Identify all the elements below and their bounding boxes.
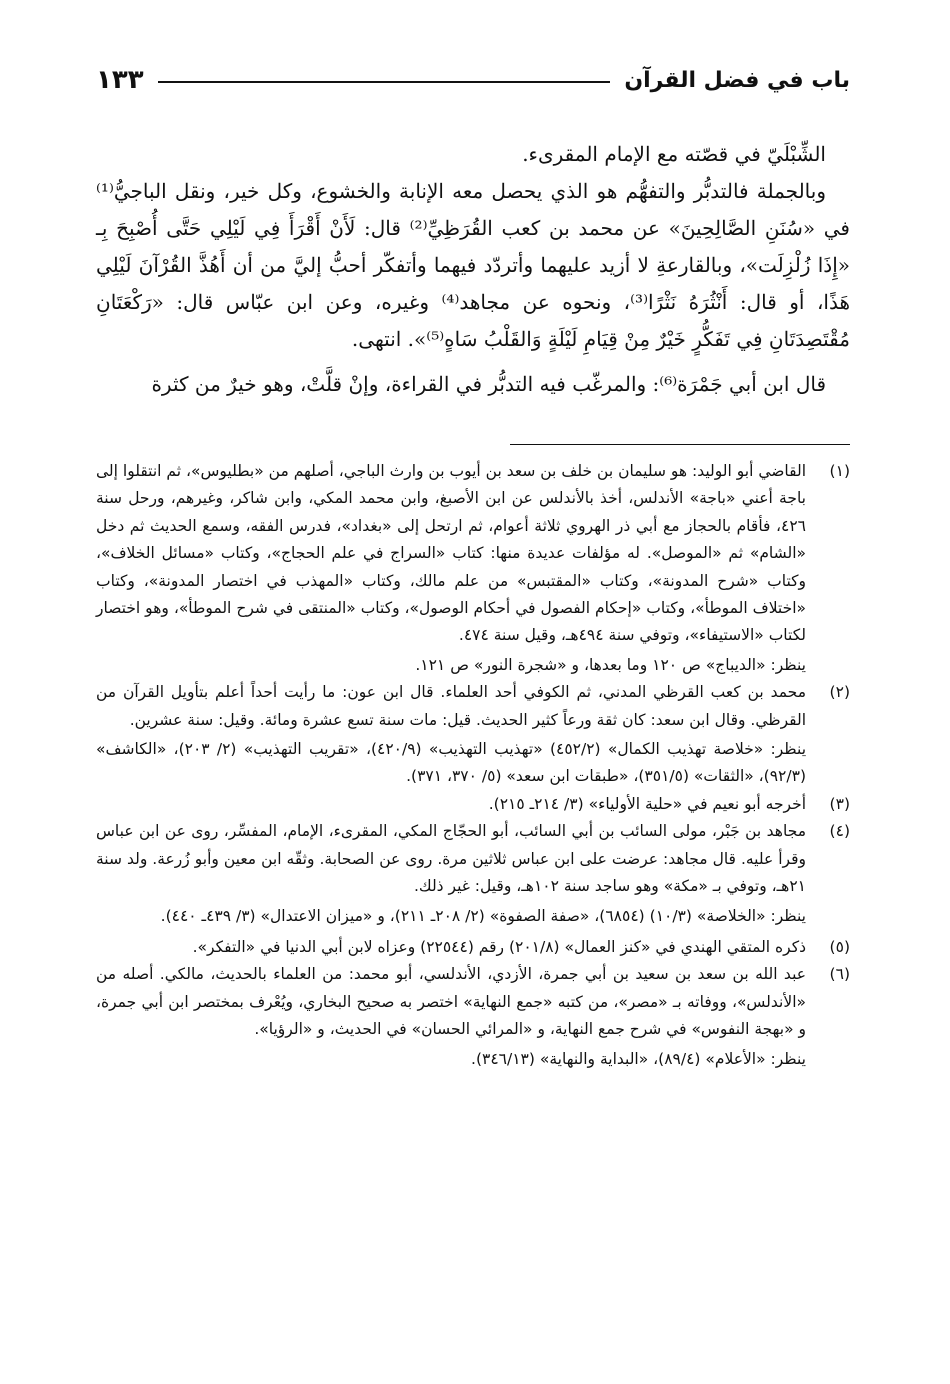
running-title: باب في فضل القرآن: [624, 67, 850, 93]
footnote-number: (٦): [829, 965, 850, 984]
footnote-separator: [510, 444, 850, 445]
running-head: [96, 60, 850, 100]
page-number: ١٣٣: [96, 65, 144, 95]
footnote-number: (١): [829, 462, 850, 480]
main-text: [96, 136, 850, 403]
footnote-text: ذكره المتقي الهندي في «كنز العمال» (٢٠١/٨) رقم (٢٢٥٤٤) وعزاه لابن أبي الدنيا في «التفكر».: [192, 937, 806, 956]
footnote-number: (٣): [829, 794, 850, 813]
footnote-1: [96, 458, 850, 679]
footnote-refs: ينظر: «الديباج» ص ١٢٠ وما بعدها، و «شجرة النور» ص ١٢١.: [415, 655, 806, 674]
footnote-text: أخرجه أبو نعيم في «حلية الأولياء» (٣/ ٢١٤ـ ٢١٥).: [488, 794, 806, 813]
footnotes: [96, 458, 850, 1073]
footnote-number: (٤): [829, 822, 850, 841]
main-paragraph-2: وبالجملة فالتدبُّر والتفهُّم هو الذي يحصل معه الإنابة والخشوع، وكل خير، ونقل الباجيُّ⁽¹⁾ في «سُنَنِ الصَّالِحِينَ» عن محمد بن كعب القُرَظِيِّ⁽²⁾ قال: لَأَنْ أَقْرَأَ فِي لَيْلِي حَتَّى أُصْبِحَ بِـ «إِذَا زُلْزِلَت»، وبالقارعةِ لا أزيد عليهما وأتردّد فيهما وأتفكّر أحبُّ إليَّ من أن أَهُذَّ القُرْآنَ لَيْلِي هَذًا، أو قال: أَنْثُرَهُ نَثْرًا⁽³⁾، ونحوه عن مجاهد⁽⁴⁾ وغيره، وعن ابن عبّاس قال: «رَكْعَتَانِ مُقْتَصِدَتَانِ فِي تَفَكُّرٍ خَيْرٌ مِنْ قِيَامِ لَيْلَةٍ وَالقَلْبُ سَاهٍ⁽⁵⁾». انتهى.: [96, 179, 850, 351]
footnote-5: [96, 934, 850, 961]
footnote-text: القاضي أبو الوليد: هو سليمان بن خلف بن سعد بن أيوب بن وارث الباجي، أصلهم من «بطليوس»، ثم انتقلوا إلى باجة أعني «باجة» الأندلس، أخذ بالأندلس عن ابن الأصبغ، وابن محمد المكي، وابن شاكر، وغيرهم، ورحل سنة ٤٢٦، فأقام بالحجاز مع أبي ذر الهروي ثلاثة أعوام، ثم ارتحل إلى «بغداد»، فدرس الفقه، وسمع الحديث ثم دخل «الشام» ثم «الموصل». له مؤلفات عديدة منها: كتاب «السراج في علم الحجاج»، وكتاب «مسائل الخلاف»، وكتاب «شرح المدونة»، وكتاب «المقتبس» من علم مالك، وكتاب «المهذب في اختصار المدونة»، وكتاب «اختلاف الموطأ»، وكتاب «إحكام الفصول في أحكام الوصول»، وكتاب «المنتقى في شرح الموطأ»، وهو اختصار لكتاب «الاستيفاء»، وتوفي سنة ٤٩٤هـ، وقيل سنة ٤٧٤.: [96, 462, 806, 645]
footnote-number: (٢): [829, 683, 850, 702]
footnote-number: (٥): [829, 937, 850, 956]
footnote-6: [96, 961, 850, 1073]
footnote-text: مجاهد بن جَبْر، مولى السائب بن أبي السائب، أبو الحجّاج المكي، المقرىء، الإمام، المفسِّر، روى عن ابن عباس وقرأ عليه. قال مجاهد: عرضت على ابن عباس ثلاثين مرة. روى عن الصحابة. وثقّه ابن معين وأبو زُرعة. ولد سنة ٢١هـ، وتوفي بـ «مكة» وهو ساجد سنة ١٠٢هـ، وقيل: غير ذلك.: [96, 822, 806, 896]
footnote-text: عبد الله بن سعد بن سعيد بن أبي جمرة، الأزدي، الأندلسي، أبو محمد: من العلماء بالحديث، مالكي. أصله من «الأندلس»، ووفاته بـ «مصر»، من كتبه «جمع النهاية» اختصر به صحيح البخاري، ويُعْرف بمختصر ابن أبي جمرة، و «بهجة النفوس» في شرح جمع النهاية، و «المرائي الحسان» في الحديث، و «الرؤيا».: [96, 965, 806, 1039]
footnote-refs: ينظر: «الأعلام» (٨٩/٤)، «البداية والنهاية» (٣٤٦/١٣).: [471, 1049, 806, 1068]
header-rule: [158, 81, 611, 83]
footnote-3: [96, 791, 850, 818]
footnote-text: محمد بن كعب القرظي المدني، ثم الكوفي أحد العلماء. قال ابن عون: ما رأيت أحداً أعلم بتأويل القرآن من القرظي. وقال ابن سعد: كان ثقة ورعاً كثير الحديث. قيل: مات سنة تسع عشرة ومائة. وقيل: سنة عشرين.: [96, 683, 806, 729]
footnote-refs: ينظر: «الخلاصة» (١٠/٣) (٦٨٥٤)، «صفة الصفوة» (٢/ ٢٠٨ـ ٢١١)، و «ميزان الاعتدال» (٣/ ٤٣٩ـ ٤٤٠).: [160, 906, 806, 925]
footnote-4: [96, 818, 850, 930]
main-paragraph-3: قال ابن أبي جَمْرَة⁽⁶⁾: والمرغّب فيه التدبُّر في القراءة، وإنْ قلَّتْ، وهو خيرٌ من كثرة: [151, 372, 826, 396]
main-paragraph-1: الشِّبْلَيّ في قصّته مع الإمام المقرىء.: [522, 142, 826, 166]
footnote-refs: ينظر: «خلاصة تهذيب الكمال» (٤٥٢/٢) «تهذيب التهذيب» (٤٢٠/٩)، «تقريب التهذيب» (٢/ ٢٠٣)، «الكاشف» (٩٢/٣)، «الثقات» (٣٥١/٥)، «طبقات ابن سعد» (٥/ ٣٧٠، ٣٧١).: [96, 740, 807, 786]
footnote-2: [96, 679, 850, 791]
